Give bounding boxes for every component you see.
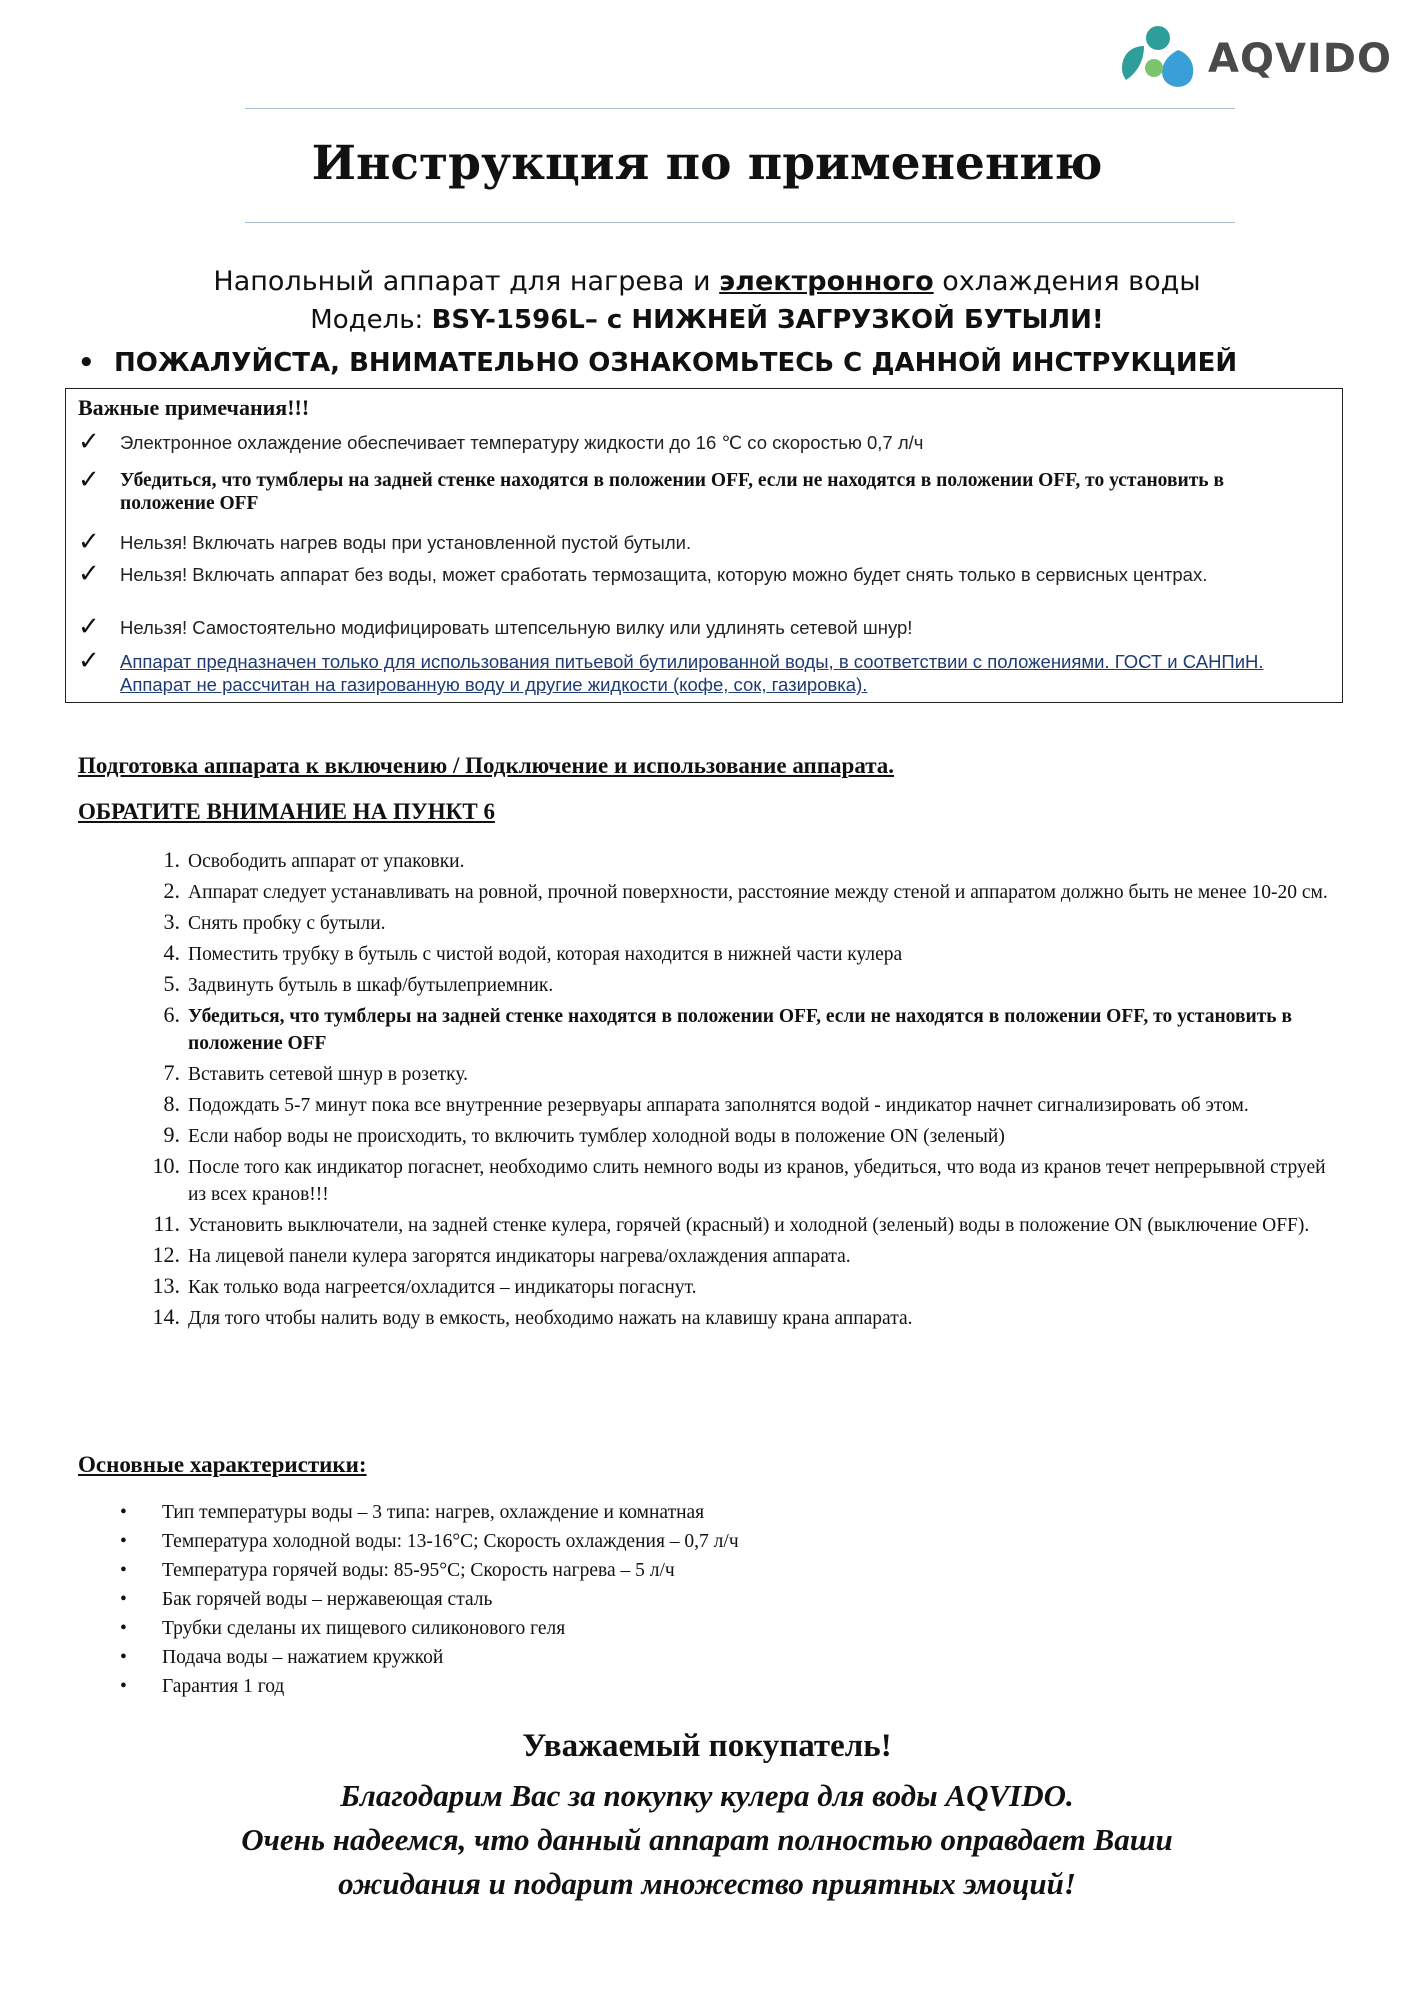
step-text: На лицевой панели кулера загорятся индикаторы нагрева/охлаждения аппарата. [188, 1246, 851, 1267]
list-item [140, 1305, 1340, 1332]
specs-list [120, 1498, 1220, 1701]
list-item [140, 1061, 1340, 1088]
list-item [120, 1614, 1220, 1643]
list-item [140, 1243, 1340, 1270]
checkmark-icon: ✓ [78, 427, 100, 457]
model-name: BSY-1596L– с НИЖНЕЙ ЗАГРУЗКОЙ БУТЫЛИ! [431, 305, 1104, 335]
bullet-icon: • [120, 1589, 127, 1610]
spec-text: Тип температуры воды – 3 типа: нагрев, охлаждение и комнатная [162, 1502, 705, 1523]
checkmark-icon: ✓ [78, 465, 100, 495]
note-text: Нельзя! Включать нагрев воды при установленной пустой бутыли. [120, 532, 692, 553]
customer-greeting: Уважаемый покупатель! [522, 1728, 892, 1764]
note-text: Нельзя! Включать аппарат без воды, может сработать термозащита, которую можно будет снять только в сервисных центрах. [120, 564, 1208, 585]
important-notes-title: Важные примечания!!! [78, 395, 310, 420]
prep-section-title: Подготовка аппарата к включению / Подключение и использование аппарата. [78, 753, 895, 778]
step-text: Задвинуть бутыль в шкаф/бутылеприемник. [188, 975, 554, 996]
step-text: Подождать 5-7 минут пока все внутренние резервуары аппарата заполнятся водой - индикатор начнет сигнализировать об этом. [188, 1095, 1249, 1116]
step-number: 14. [152, 1304, 180, 1329]
step-number: 4. [163, 940, 180, 965]
step-text: Снять пробку с бутыли. [188, 913, 386, 934]
step-number: 5. [163, 971, 180, 996]
attention-heading: ОБРАТИТЕ ВНИМАНИЕ НА ПУНКТ 6 [78, 799, 495, 824]
note-text: Аппарат предназначен только для использования питьевой бутилированной воды, в соответствии с положениями. ГОСТ и САНПиН. Аппарат не рассчитан на газированную воду и другие жидкости (кофе, сок, газировка). [120, 651, 1264, 695]
step-number: 6. [163, 1002, 180, 1027]
thanks-line: Благодарим Вас за покупку кулера для воды AQVIDO. [340, 1778, 1074, 1813]
step-text: После того как индикатор погаснет, необходимо слить немного воды из кранов, убедиться, что вода из кранов течет непрерывной струей из всех кранов!!! [188, 1157, 1326, 1205]
prep-steps-list [140, 848, 1340, 1336]
list-item [140, 972, 1340, 999]
list-item [140, 1123, 1340, 1150]
step-number: 11. [153, 1211, 180, 1236]
bullet-icon: • [78, 348, 95, 378]
step-text: Установить выключатели, на задней стенке кулера, горячей (красный) и холодной (зеленый) воды в положение ON (выключение OFF). [188, 1215, 1310, 1236]
note-text: Нельзя! Самостоятельно модифицировать штепсельную вилку или удлинять сетевой шнур! [120, 617, 913, 638]
read-carefully-notice [78, 348, 1237, 378]
aqvido-logo [1118, 24, 1393, 90]
list-item [140, 1003, 1340, 1057]
list-item [120, 1527, 1220, 1556]
important-notes-box [65, 388, 1343, 703]
thanks-line: Очень надеемся, что данный аппарат полностью оправдает Ваши [241, 1822, 1173, 1857]
spec-text: Подача воды – нажатием кружкой [162, 1647, 444, 1668]
step-text: Если набор воды не происходить, то включить тумблер холодной воды в положение ON (зеленый) [188, 1126, 1005, 1147]
read-carefully-text: ПОЖАЛУЙСТА, ВНИМАТЕЛЬНО ОЗНАКОМЬТЕСЬ С ДАННОЙ ИНСТРУКЦИЕЙ [114, 348, 1238, 378]
list-item [140, 941, 1340, 968]
top-divider [245, 108, 1235, 109]
note-text: Электронное охлаждение обеспечивает температуру жидкости до 16 ℃ со скоростью 0,7 л/ч [120, 432, 924, 453]
checkmark-icon: ✓ [78, 559, 100, 589]
product-description-post: охлаждения воды [933, 266, 1201, 297]
bullet-icon: • [120, 1502, 127, 1523]
note-text: Убедиться, что тумблеры на задней стенке находятся в положении OFF, если не находятся в положении OFF, то установить в положение OFF [120, 470, 1225, 514]
brand-name: AQVIDO [1208, 36, 1393, 82]
step-text: Освободить аппарат от упаковки. [188, 851, 465, 872]
step-number: 12. [152, 1242, 180, 1267]
list-item [120, 1556, 1220, 1585]
bullet-icon: • [120, 1647, 127, 1668]
step-number: 8. [163, 1091, 180, 1116]
step-text: Аппарат следует устанавливать на ровной, прочной поверхности, расстояние между стеной и аппаратом должно быть не менее 10-20 см. [188, 882, 1328, 903]
step-number: 7. [163, 1060, 180, 1085]
model-label: Модель: [310, 305, 432, 335]
step-number: 3. [163, 909, 180, 934]
spec-text: Бак горячей воды – нержавеющая сталь [162, 1589, 493, 1610]
product-description-emphasis: электронного [719, 266, 934, 297]
product-description [0, 266, 1414, 297]
step-number: 1. [163, 847, 180, 872]
step-number: 10. [152, 1153, 180, 1178]
model-line [0, 305, 1414, 335]
thanks-line: ожидания и подарит множество приятных эмоций! [338, 1866, 1076, 1901]
product-description-pre: Напольный аппарат для нагрева и [213, 266, 720, 297]
step-text: Как только вода нагреется/охладится – индикаторы погаснут. [188, 1277, 697, 1298]
checkmark-icon: ✓ [78, 612, 100, 642]
spec-text: Трубки сделаны их пищевого силиконового геля [162, 1618, 566, 1639]
aqvido-logo-mark-icon [1118, 24, 1200, 90]
step-number: 2. [163, 878, 180, 903]
list-item [120, 1498, 1220, 1527]
step-number: 9. [163, 1122, 180, 1147]
spec-text: Температура холодной воды: 13-16°C; Скорость охлаждения – 0,7 л/ч [162, 1531, 739, 1552]
list-item [120, 1585, 1220, 1614]
list-item [140, 1092, 1340, 1119]
bullet-icon: • [120, 1676, 127, 1697]
bullet-icon: • [120, 1531, 127, 1552]
list-item [120, 1643, 1220, 1672]
title-divider [245, 222, 1235, 223]
specs-title: Основные характеристики: [78, 1452, 367, 1477]
checkmark-icon: ✓ [78, 527, 100, 557]
step-text: Вставить сетевой шнур в розетку. [188, 1064, 469, 1085]
spec-text: Гарантия 1 год [162, 1676, 285, 1697]
list-item [140, 1212, 1340, 1239]
checkmark-icon: ✓ [78, 646, 100, 676]
list-item [140, 1154, 1340, 1208]
step-text: Убедиться, что тумблеры на задней стенке находятся в положении OFF, если не находятся в положении OFF, то установить в положение OFF [188, 1006, 1293, 1054]
spec-text: Температура горячей воды: 85-95°C; Скорость нагрева – 5 л/ч [162, 1560, 675, 1581]
list-item [140, 848, 1340, 875]
list-item [140, 1274, 1340, 1301]
step-number: 13. [152, 1273, 180, 1298]
page-title: Инструкция по применению [311, 136, 1103, 191]
bullet-icon: • [120, 1618, 127, 1639]
list-item [120, 1672, 1220, 1701]
list-item [140, 910, 1340, 937]
bullet-icon: • [120, 1560, 127, 1581]
step-text: Поместить трубку в бутыль с чистой водой, которая находится в нижней части кулера [188, 944, 903, 965]
list-item [140, 879, 1340, 906]
step-text: Для того чтобы налить воду в емкость, необходимо нажать на клавишу крана аппарата. [188, 1308, 913, 1329]
